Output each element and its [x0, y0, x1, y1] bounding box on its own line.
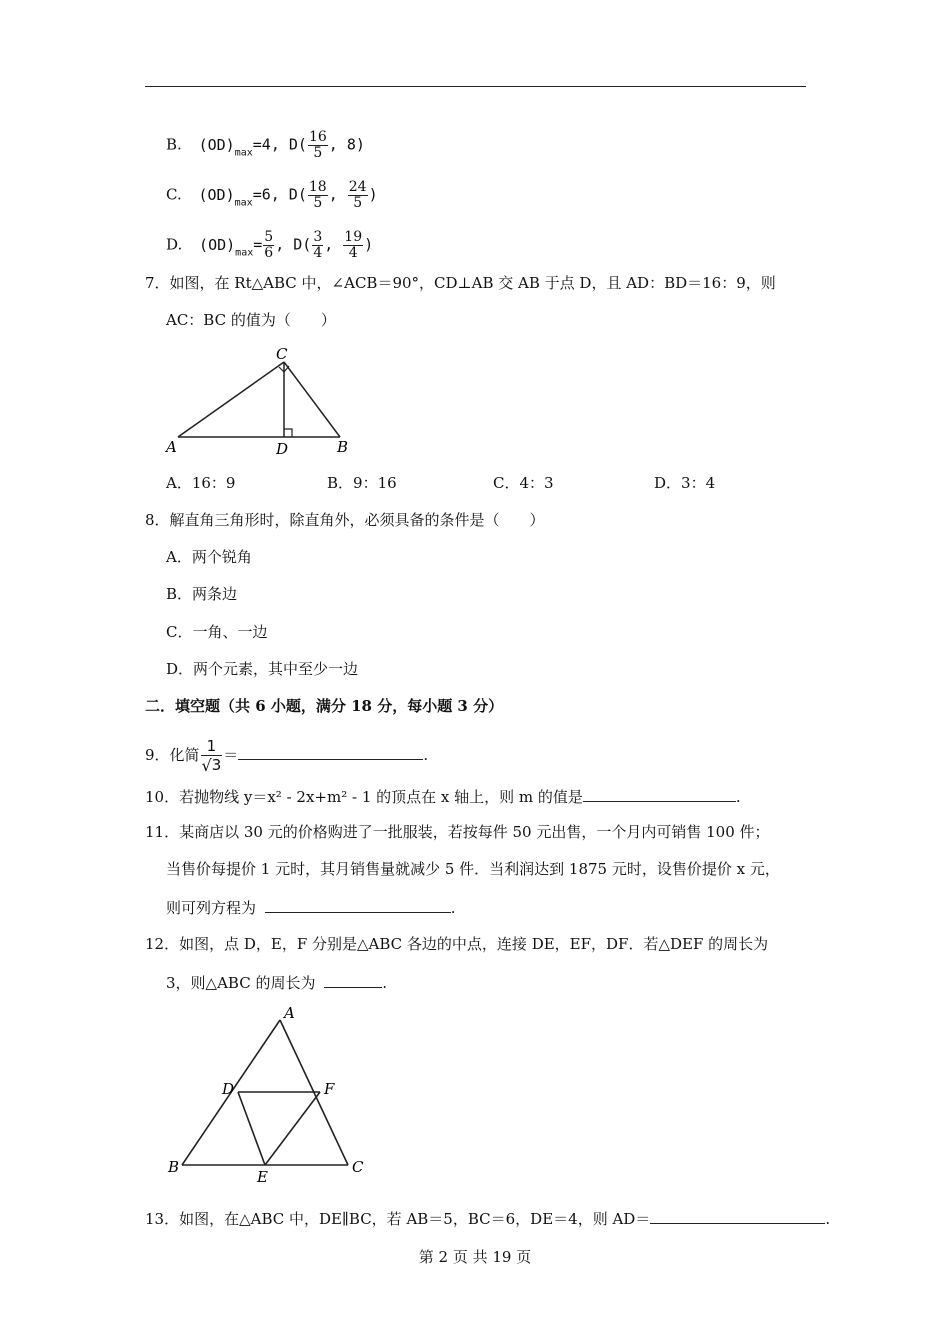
label-f: F: [324, 1080, 335, 1098]
max-subscript: max: [234, 147, 253, 159]
eq-text: =4, D(: [252, 135, 307, 154]
q12-end: .: [382, 974, 388, 992]
label-b: B: [337, 438, 349, 456]
q7-stem-line2: AC：BC 的值为（ ）: [166, 311, 336, 329]
label-d: D: [276, 440, 289, 458]
q11-line1: 11．某商店以 30 元的价格购进了一批服装，若按每件 50 元出售，一个月内可销售 100 件；: [145, 823, 770, 841]
q9-fraction: $\frac{1}{√3}$: [201, 737, 222, 775]
max-subscript: max: [234, 197, 253, 209]
q8-option-a: A．两个锐角: [166, 548, 252, 566]
q11-answer-blank[interactable]: [265, 896, 451, 913]
rest-text: ): [364, 235, 374, 254]
q8-stem: 8．解直角三角形时，除直角外，必须具备的条件是（ ）: [145, 511, 545, 529]
fraction: $\frac{5}{6}$: [264, 229, 274, 261]
q7-stem-line1: 7．如图，在 Rt△ABC 中，∠ACB＝90°，CD⊥AB 交 AB 于点 D，且 AD：BD＝16：9，则: [145, 274, 776, 292]
q9-line: [145, 737, 428, 775]
q13-answer-blank[interactable]: [650, 1207, 825, 1224]
label-b: B: [168, 1158, 180, 1176]
q13-end: .: [825, 1210, 831, 1228]
q6-option-d: D. $(OD)_{max}=$ $\frac{5}{6}$ , D( $\frac{3}{4}$ , $\frac{19}{4}$ ): [166, 229, 374, 261]
rest-text: , 8): [328, 135, 365, 154]
label-a: A: [284, 1004, 295, 1022]
section-2-heading: 二．填空题（共 6 小题，满分 18 分，每小题 3 分）: [145, 697, 504, 715]
fraction: $\frac{24}{5}$: [348, 179, 367, 211]
q11-line3: [166, 896, 456, 918]
od-text: (OD): [199, 235, 236, 254]
q13-text: 13．如图，在△ABC 中，DE∥BC，若 AB＝5，BC＝6，DE＝4，则 AD＝: [145, 1210, 651, 1228]
fraction: $\frac{19}{4}$: [344, 229, 363, 261]
q10-answer-blank[interactable]: [583, 785, 736, 802]
q10-end: .: [735, 788, 741, 806]
eq-text: =: [253, 235, 263, 254]
q11-text: 则可列方程为: [166, 899, 257, 917]
q10-line: [145, 785, 741, 807]
q8-option-b: B．两条边: [166, 585, 238, 603]
q13-line: [145, 1207, 830, 1229]
q11-end: .: [450, 899, 456, 917]
q8-option-d: D．两个元素，其中至少一边: [166, 660, 359, 678]
sqrt-icon: √: [201, 755, 212, 775]
max-subscript: max: [235, 247, 254, 259]
q7-option-d: D．3：4: [654, 474, 716, 492]
q12-line1: 12．如图，点 D，E，F 分别是△ABC 各边的中点，连接 DE，EF，DF．若△DEF 的周长为: [145, 935, 769, 953]
fraction: $\frac{18}{5}$: [308, 179, 327, 211]
q7-option-c: C．4：3: [493, 474, 554, 492]
option-label: B.: [166, 135, 182, 154]
label-c: C: [352, 1158, 364, 1176]
q7-triangle-figure: [160, 342, 360, 462]
q9-end: .: [423, 745, 429, 764]
label-c: C: [276, 345, 288, 363]
q6-option-b: [166, 130, 365, 164]
q12-answer-blank[interactable]: [324, 971, 382, 988]
eq-text: =6, D(: [252, 185, 307, 204]
option-label: D.: [166, 235, 183, 254]
page-footer: 第 2 页 共 19 页: [418, 1248, 532, 1266]
fraction: $\frac{16}{5}$: [308, 129, 327, 161]
fraction: $\frac{3}{4}$: [313, 229, 323, 261]
rest-text: ): [368, 185, 378, 204]
q8-option-c: C．一角、一边: [166, 623, 268, 641]
q12-triangle-figure: [160, 1000, 380, 1190]
q7-option-b: B．9：16: [327, 474, 397, 492]
q9-suffix: ＝: [223, 745, 239, 764]
header-rule: [145, 86, 806, 87]
q10-text: 10．若抛物线 y＝x² - 2x+m² - 1 的顶点在 x 轴上，则 m 的值是: [145, 788, 583, 806]
label-a: A: [166, 438, 177, 456]
q11-line2: 当售价每提价 1 元时，其月销售量就减少 5 件．当利润达到 1875 元时，设售价提价 x 元，: [166, 860, 780, 878]
mid-text: , D(: [275, 235, 312, 254]
q9-prefix: 9．化简: [145, 745, 200, 764]
q6-option-c: C. $(OD)_{max}=6$, D( $\frac{18}{5}$ , $\frac{24}{5}$ ): [166, 179, 378, 211]
q12-text: 3，则△ABC 的周长为: [166, 974, 316, 992]
label-d: D: [222, 1080, 235, 1098]
od-text: (OD): [198, 135, 235, 154]
q9-answer-blank[interactable]: [238, 743, 423, 760]
od-text: (OD): [198, 185, 235, 204]
option-label: C.: [166, 185, 182, 204]
q7-option-a: A．16：9: [166, 474, 236, 492]
q12-line2: [166, 971, 387, 993]
label-e: E: [257, 1168, 268, 1186]
